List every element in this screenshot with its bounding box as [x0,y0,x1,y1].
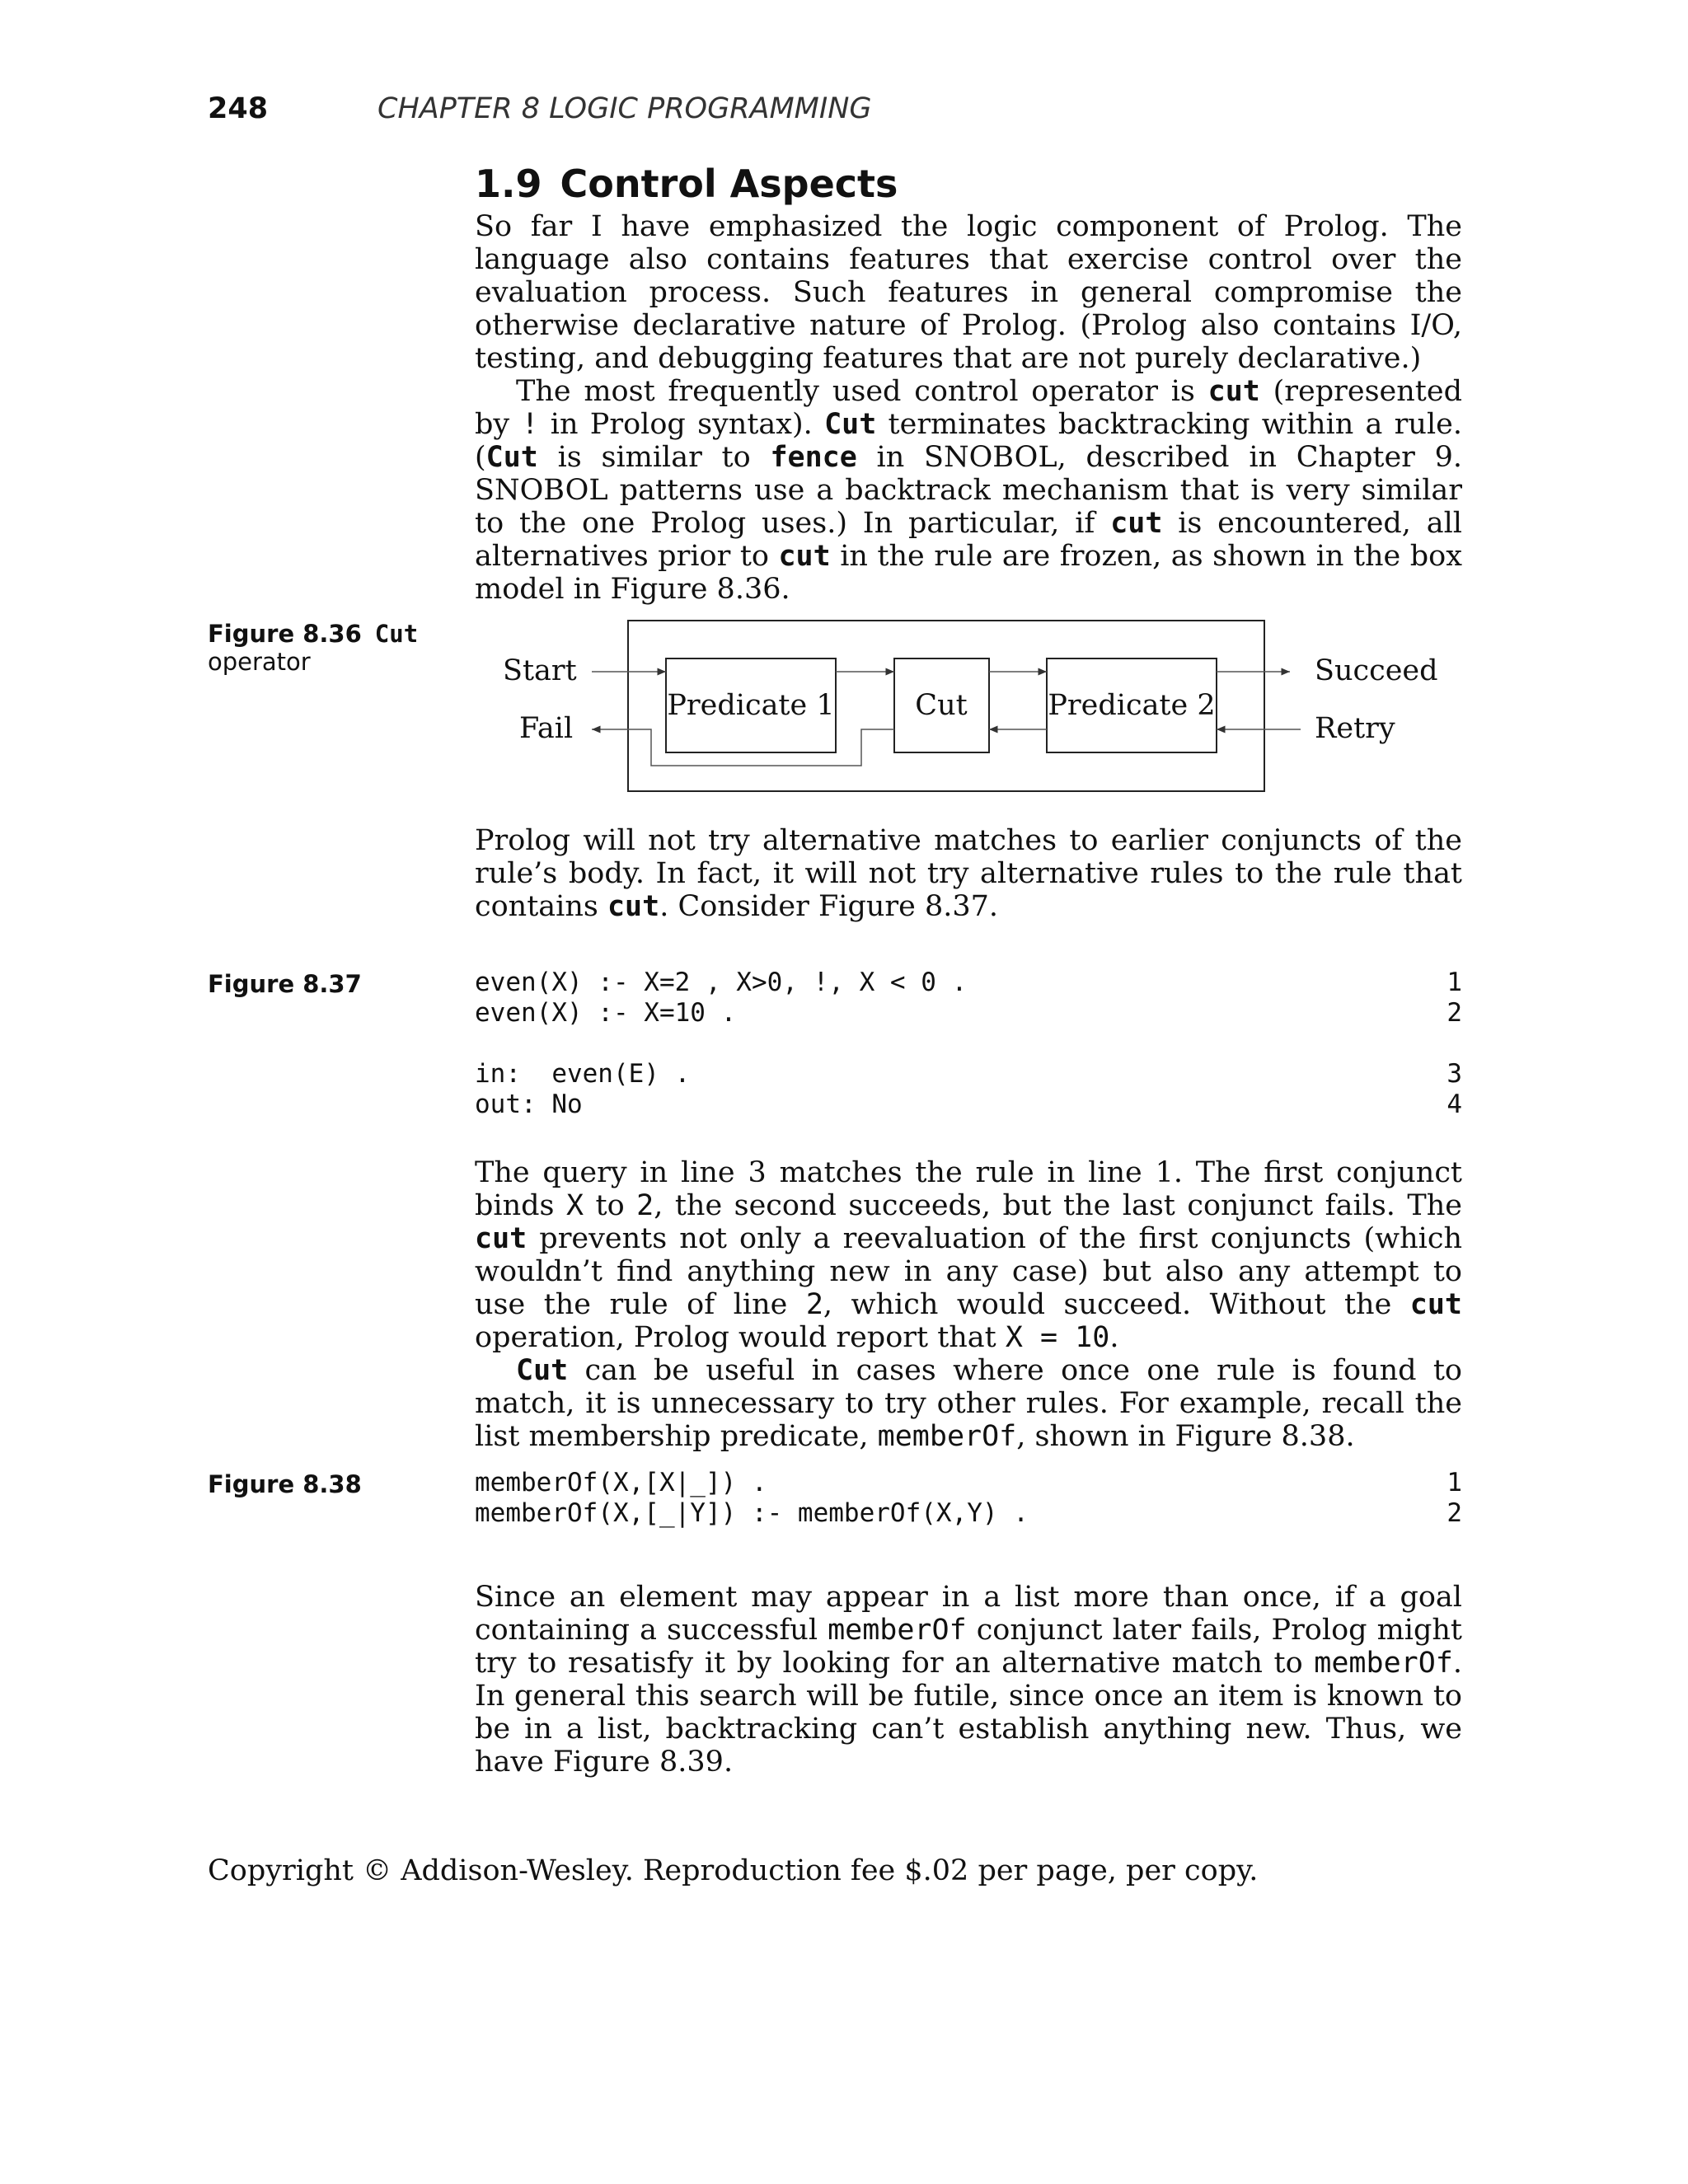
fail-label: Fail [519,712,574,745]
figure-8-38-label: Figure 8.38 [208,1470,362,1498]
line-number: 1 [1447,968,1462,997]
code-line: memberOf(X,[_|Y]) :- memberOf(X,Y) . 2 [475,1498,1462,1528]
figure-8-36-label: Figure 8.36 Cut operator [208,620,419,676]
paragraph-3-block [475,824,1462,923]
page-header [208,92,872,125]
figure-8-37-label: Figure 8.37 [208,970,362,998]
code-line: memberOf(X,[X|_]) . 1 [475,1468,1462,1497]
cut-box-diagram [495,614,1451,804]
start-label: Start [503,654,577,687]
code-line: out: No 4 [475,1090,1462,1119]
code-line: even(X) :- X=10 . 2 [475,998,1462,1028]
section-name: Control Aspects [560,162,898,206]
line-number: 2 [1447,1498,1462,1528]
page-number: 248 [208,92,269,125]
paragraph-4: The query in line 3 matches the rule in line 1. The first conjunct binds X to 2, the second succeeds, but the last conjunct fails. The cut prevents not only a reevaluation of the first conjuncts (which wouldn’t find anything new in any case) but also any attempt to use the rule of line 2, which would succeed. Without the cut operation, Prolog would report that X = 10. [475,1156,1462,1354]
retry-label: Retry [1315,712,1395,745]
intro-text [475,210,1462,606]
paragraph-2: The most frequently used control operator is cut (represented by ! in Prolog syntax). Cut terminates backtracking within a rule. (Cut is similar to fence in SNOBOL, described in Chapter 9. SNOBOL patterns use a backtrack mechanism that is very similar to the one Prolog uses.) In particular, if cut is encountered, all alternatives prior to cut in the rule are frozen, as shown in the box model in Figure 8.36. [475,375,1463,606]
line-number: 3 [1447,1059,1462,1089]
cut-label: Cut [915,689,968,722]
line-number: 4 [1447,1090,1462,1119]
figure-8-37-code [475,968,1462,1120]
paragraph-3: Prolog will not try alternative matches to earlier conjuncts of the rule’s body. In fact, it will not try alternative rules to the rule that contains cut. Consider Figure 8.37. [475,824,1462,923]
section-title [475,162,1462,206]
paragraph-1: So far I have emphasized the logic component of Prolog. The language also contains features that exercise control over the evaluation process. Such features in general compromise the otherwise declarative nature of Prolog. (Prolog also contains I/O, testing, and debugging features that are not purely declarative.) [475,210,1462,375]
paragraph-6-block [475,1581,1462,1779]
line-number: 2 [1447,998,1462,1028]
paragraph-4-5-block [475,1156,1462,1453]
copyright-footer: Copyright © Addison-Wesley. Reproduction fee $.02 per page, per copy. [208,1854,1259,1887]
line-number: 1 [1447,1468,1462,1497]
section-number: 1.9 [475,162,542,206]
figure-8-38-code [475,1468,1462,1529]
predicate-1-label: Predicate 1 [667,689,835,722]
predicate-2-label: Predicate 2 [1048,689,1216,722]
paragraph-5: Cut can be useful in cases where once one rule is found to match, it is unnecessary to try other rules. For example, recall the list membership predicate, memberOf, shown in Figure 8.38. [475,1354,1462,1453]
code-line: even(X) :- X=2 , X>0, !, X < 0 . 1 [475,968,1462,997]
code-line: in: even(E) . 3 [475,1059,1462,1089]
succeed-label: Succeed [1315,654,1438,687]
paragraph-6: Since an element may appear in a list more than once, if a goal containing a successful memberOf conjunct later fails, Prolog might try to resatisfy it by looking for an alternative match to memberOf. In general this search will be futile, since once an item is known to be in a list, backtracking can’t establish anything new. Thus, we have Figure 8.39. [475,1581,1462,1779]
chapter-title: CHAPTER 8 LOGIC PROGRAMMING [377,92,872,125]
